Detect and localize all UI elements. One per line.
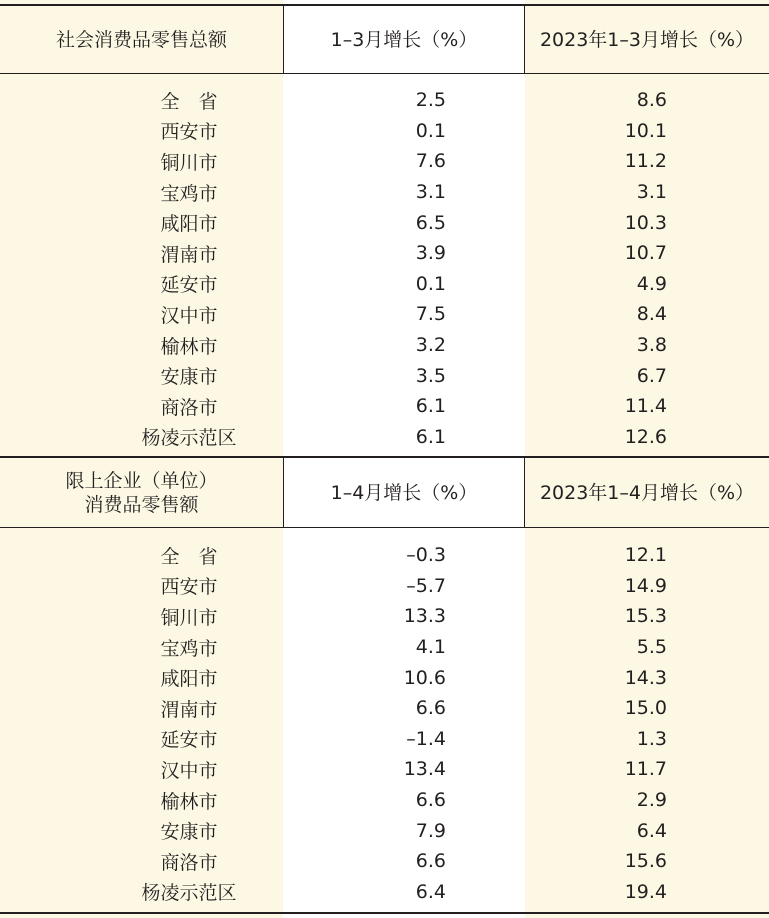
region-name: 安康市 [160, 821, 218, 844]
growth-cell [283, 426, 525, 448]
table-row [0, 724, 769, 755]
section2-rows [0, 540, 769, 907]
prior-growth-cell [525, 303, 769, 325]
growth-cell [283, 303, 525, 325]
growth-cell [283, 334, 525, 356]
table-row [0, 632, 769, 663]
table-row [0, 601, 769, 632]
prior-growth-value: 3.1 [636, 181, 667, 204]
table-row [0, 238, 769, 269]
prior-growth-cell [525, 758, 769, 780]
region-cell [0, 423, 283, 450]
region-name: 杨凌示范区 [141, 427, 237, 450]
region-name: 汉中市 [160, 304, 218, 327]
prior-growth-cell [525, 395, 769, 417]
growth-value: 10.6 [403, 666, 446, 689]
growth-cell [283, 89, 525, 111]
growth-cell [283, 365, 525, 387]
prior-growth-value: 6.7 [636, 364, 667, 387]
growth-cell [283, 575, 525, 597]
growth-value: 13.4 [403, 758, 446, 781]
table-row [0, 785, 769, 816]
region-name: 汉中市 [160, 759, 218, 782]
table-row [0, 330, 769, 361]
prior-growth-cell [525, 605, 769, 627]
region-cell [0, 542, 283, 569]
growth-value: 6.5 [415, 211, 446, 234]
prior-growth-cell [525, 850, 769, 872]
prior-growth-value: 15.6 [624, 850, 667, 873]
section2-header-title [0, 458, 283, 527]
table-row [0, 754, 769, 785]
table-row [0, 693, 769, 724]
region-name: 榆林市 [160, 790, 218, 813]
region-name: 咸阳市 [160, 213, 218, 236]
growth-value: 3.5 [415, 364, 446, 387]
prior-growth-value: 10.3 [624, 211, 667, 234]
prior-growth-cell [525, 426, 769, 448]
region-cell [0, 634, 283, 661]
growth-value: 3.2 [415, 334, 446, 357]
region-cell [0, 817, 283, 844]
table-row [0, 177, 769, 208]
table-row [0, 269, 769, 300]
growth-cell [283, 181, 525, 203]
prior-growth-value: 14.9 [624, 574, 667, 597]
growth-value: –0.3 [406, 544, 446, 567]
prior-growth-cell [525, 273, 769, 295]
prior-growth-value: 2.9 [636, 789, 667, 812]
region-cell [0, 787, 283, 814]
region-cell [0, 209, 283, 236]
region-cell [0, 603, 283, 630]
table-row [0, 299, 769, 330]
table-row [0, 207, 769, 238]
region-cell [0, 695, 283, 722]
section1-header-prior-growth: 2023年1–3月增长（%） [539, 28, 755, 51]
prior-growth-cell [525, 365, 769, 387]
growth-cell [283, 789, 525, 811]
region-name: 延安市 [160, 729, 218, 752]
growth-cell [283, 120, 525, 142]
region-cell [0, 117, 283, 144]
prior-growth-cell [525, 544, 769, 566]
prior-growth-cell [525, 212, 769, 234]
region-name: 西安市 [160, 121, 218, 144]
growth-cell [283, 273, 525, 295]
region-name: 延安市 [160, 274, 218, 297]
region-cell [0, 362, 283, 389]
growth-cell [283, 544, 525, 566]
prior-growth-value: 1.3 [636, 727, 667, 750]
prior-growth-value: 3.8 [636, 334, 667, 357]
growth-value: 2.5 [415, 89, 446, 112]
region-name: 宝鸡市 [160, 637, 218, 660]
region-name: 全 省 [160, 545, 218, 568]
region-name: 铜川市 [160, 151, 218, 174]
prior-growth-cell [525, 334, 769, 356]
section1-header [0, 4, 769, 74]
region-cell [0, 148, 283, 175]
prior-growth-cell [525, 89, 769, 111]
region-name: 渭南市 [160, 243, 218, 266]
prior-growth-cell [525, 636, 769, 658]
region-cell [0, 87, 283, 114]
region-name: 全 省 [160, 90, 218, 113]
table-row [0, 846, 769, 877]
prior-growth-value: 11.4 [624, 395, 667, 418]
region-name: 宝鸡市 [160, 182, 218, 205]
prior-growth-cell [525, 881, 769, 903]
table-row [0, 662, 769, 693]
region-cell [0, 756, 283, 783]
prior-growth-cell [525, 697, 769, 719]
region-cell [0, 393, 283, 420]
growth-value: 6.1 [415, 395, 446, 418]
section2-header-title-line1: 限上企业（单位） [65, 469, 218, 492]
prior-growth-value: 10.1 [624, 119, 667, 142]
section2-header-prior-growth: 2023年1–4月增长（%） [539, 481, 755, 504]
growth-value: 3.1 [415, 181, 446, 204]
growth-cell [283, 667, 525, 689]
prior-growth-value: 11.2 [624, 150, 667, 173]
growth-value: 3.9 [415, 242, 446, 265]
growth-value: 0.1 [415, 272, 446, 295]
table-row [0, 540, 769, 571]
region-cell [0, 848, 283, 875]
prior-growth-cell [525, 120, 769, 142]
growth-cell [283, 242, 525, 264]
table-row [0, 116, 769, 147]
growth-cell [283, 395, 525, 417]
table-row [0, 360, 769, 391]
table-row [0, 422, 769, 453]
table-bottom-border [0, 912, 769, 914]
prior-growth-cell [525, 789, 769, 811]
prior-growth-value: 14.3 [624, 666, 667, 689]
growth-cell [283, 150, 525, 172]
growth-value: 7.5 [415, 303, 446, 326]
prior-growth-value: 12.1 [624, 544, 667, 567]
prior-growth-cell [525, 667, 769, 689]
growth-value: 6.1 [415, 425, 446, 448]
growth-value: 0.1 [415, 119, 446, 142]
region-cell [0, 270, 283, 297]
prior-growth-cell [525, 728, 769, 750]
section2-header [0, 458, 769, 528]
growth-value: 7.6 [415, 150, 446, 173]
prior-growth-value: 10.7 [624, 242, 667, 265]
region-cell [0, 725, 283, 752]
region-name: 榆林市 [160, 335, 218, 358]
growth-value: –1.4 [406, 727, 446, 750]
region-name: 商洛市 [160, 396, 218, 419]
section2-header-growth: 1–4月增长（%） [283, 458, 525, 527]
prior-growth-cell [525, 150, 769, 172]
prior-growth-cell [525, 820, 769, 842]
region-name: 西安市 [160, 576, 218, 599]
prior-growth-cell [525, 181, 769, 203]
region-cell [0, 240, 283, 267]
region-cell [0, 301, 283, 328]
growth-value: 6.4 [415, 880, 446, 903]
region-name: 杨凌示范区 [141, 882, 237, 905]
growth-value: 4.1 [415, 636, 446, 659]
prior-growth-cell [525, 242, 769, 264]
growth-cell [283, 636, 525, 658]
prior-growth-value: 12.6 [624, 425, 667, 448]
table-row [0, 877, 769, 908]
region-name: 商洛市 [160, 851, 218, 874]
section2-header-title-line2: 消费品零售额 [84, 493, 199, 516]
region-cell [0, 572, 283, 599]
prior-growth-value: 4.9 [636, 272, 667, 295]
region-name: 安康市 [160, 366, 218, 389]
growth-cell [283, 820, 525, 842]
prior-growth-value: 11.7 [624, 758, 667, 781]
growth-value: 7.9 [415, 819, 446, 842]
prior-growth-value: 8.4 [636, 303, 667, 326]
prior-growth-value: 15.0 [624, 697, 667, 720]
growth-value: –5.7 [406, 574, 446, 597]
region-cell [0, 179, 283, 206]
table-row [0, 85, 769, 116]
growth-value: 6.6 [415, 697, 446, 720]
region-name: 铜川市 [160, 606, 218, 629]
table-row [0, 815, 769, 846]
growth-value: 6.6 [415, 789, 446, 812]
section1-rows [0, 85, 769, 452]
region-name: 渭南市 [160, 698, 218, 721]
region-cell [0, 664, 283, 691]
prior-growth-value: 8.6 [636, 89, 667, 112]
growth-cell [283, 758, 525, 780]
growth-cell [283, 697, 525, 719]
region-cell [0, 332, 283, 359]
growth-value: 6.6 [415, 850, 446, 873]
prior-growth-value: 6.4 [636, 819, 667, 842]
growth-cell [283, 212, 525, 234]
table-row [0, 146, 769, 177]
prior-growth-cell [525, 575, 769, 597]
table-row [0, 391, 769, 422]
table-row [0, 571, 769, 602]
region-name: 咸阳市 [160, 668, 218, 691]
growth-cell [283, 728, 525, 750]
region-cell [0, 878, 283, 905]
prior-growth-value: 15.3 [624, 605, 667, 628]
growth-cell [283, 850, 525, 872]
growth-value: 13.3 [403, 605, 446, 628]
growth-cell [283, 605, 525, 627]
section1-header-growth: 1–3月增长（%） [283, 6, 525, 73]
prior-growth-value: 5.5 [636, 636, 667, 659]
prior-growth-value: 19.4 [624, 880, 667, 903]
section1-header-title: 社会消费品零售总额 [55, 28, 227, 51]
growth-cell [283, 881, 525, 903]
